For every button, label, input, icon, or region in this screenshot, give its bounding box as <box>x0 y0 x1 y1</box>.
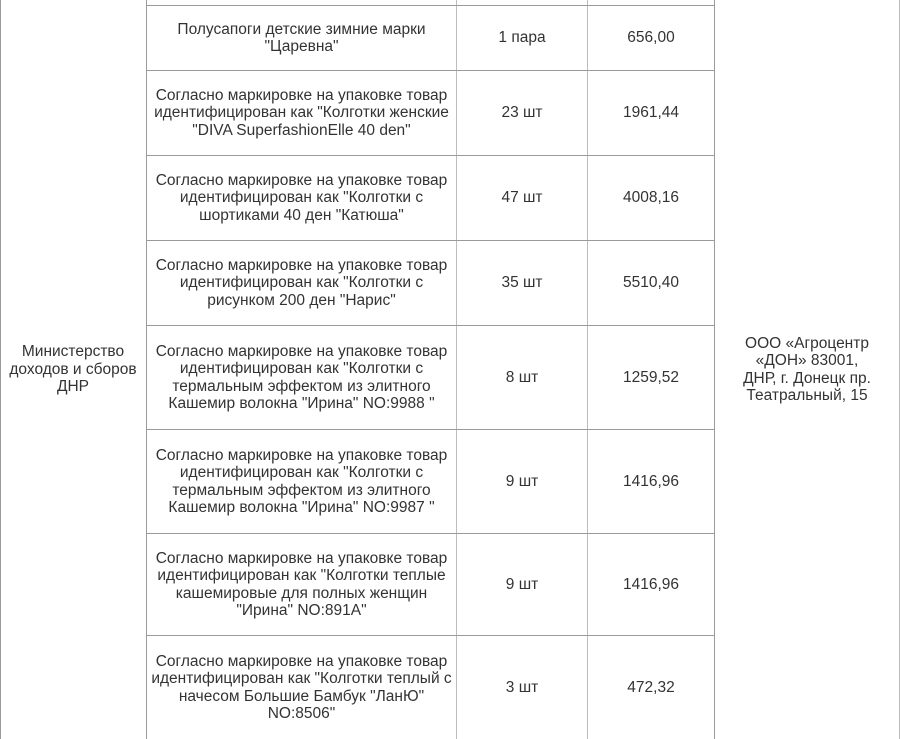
table-row-quantity: 9 шт <box>505 575 539 593</box>
table-row-quantity: 23 шт <box>501 104 543 122</box>
table-row-quantity: 47 шт <box>501 189 543 207</box>
table-row-amount: 1416,96 <box>622 472 680 490</box>
table-row-quantity: 8 шт <box>505 368 539 386</box>
table-row-quantity: 3 шт <box>505 678 539 696</box>
customs-authority-cell <box>0 0 146 739</box>
customs-authority-name: Министерство доходов и сборов ДНР <box>9 343 137 396</box>
table-row-amount: 1961,44 <box>622 104 680 122</box>
table-row-description: Согласно маркировке на упаковке товар идентифицирован как "Колготки женские "DIVA SuperfashionElle 40 den" <box>154 86 449 139</box>
table-row-amount: 472,32 <box>627 678 675 696</box>
table-row-quantity: 35 шт <box>501 274 543 292</box>
table-row-description: Согласно маркировке на упаковке товар идентифицирован как "Колготки теплые кашемировые для полных женщин "Ирина" NO:891А" <box>155 549 448 619</box>
table-row-quantity: 9 шт <box>505 472 539 490</box>
table-row-amount: 1259,52 <box>622 368 680 386</box>
table-row-description: Согласно маркировке на упаковке товар идентифицирован как "Колготки с рисунком 200 ден "Нарис" <box>155 256 448 309</box>
table-row-amount: 5510,40 <box>622 274 680 292</box>
table-row-description: Полусапоги детские зимние марки "Царевна" <box>177 20 426 55</box>
table-row-description: Согласно маркировке на упаковке товар идентифицирован как "Колготки с термальным эффектом из элитного Кашемир волокна "Ирина" NO:9988 " <box>155 342 448 412</box>
table-row-description: Согласно маркировке на упаковке товар идентифицирован как "Колготки с термальным эффектом из элитного Кашемир волокна "Ирина" NO:9987 " <box>155 446 448 516</box>
table-row-amount: 4008,16 <box>622 189 680 207</box>
table-row-description: Согласно маркировке на упаковке товар идентифицирован как "Колготки с шортиками 40 ден "Катюша" <box>155 171 448 224</box>
recipient-cell <box>714 0 900 739</box>
table-row-amount: 1416,96 <box>622 575 680 593</box>
table-row-quantity: 1 пара <box>498 29 546 47</box>
table-row-amount: 656,00 <box>627 29 675 47</box>
table-row-description: Согласно маркировке на упаковке товар идентифицирован как "Колготки теплый с начесом Большие Бамбук "ЛанЮ" NO:8506" <box>151 652 452 722</box>
recipient-name-address: ООО «Агроцентр «ДОН» 83001, ДНР, г. Донецк пр. Театральный, 15 <box>743 334 871 404</box>
